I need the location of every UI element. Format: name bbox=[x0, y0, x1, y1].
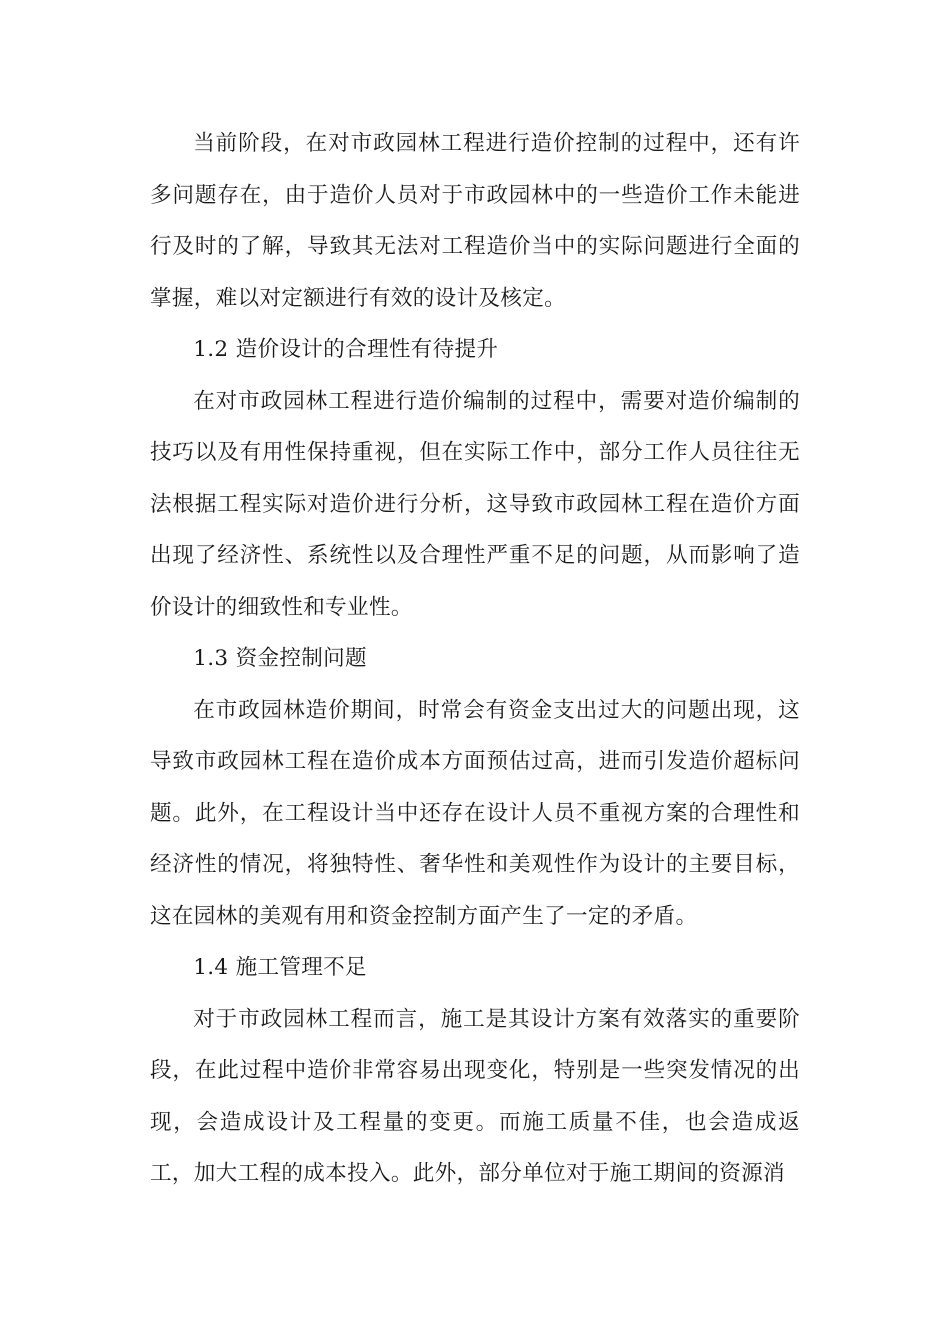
paragraph-current-issues: 当前阶段，在对市政园林工程进行造价控制的过程中，还有许多问题存在，由于造价人员对于市政园林中的一些造价工作未能进行及时的了解，导致其无法对工程造价当中的实际问题进行全面的掌握，难以对定额进行有效的设计及核定。 bbox=[150, 131, 800, 311]
section-heading-1-3: 1.3 资金控制问题 bbox=[193, 646, 367, 671]
section-heading-1-4: 1.4 施工管理不足 bbox=[193, 955, 367, 980]
paragraph-fund-control: 在市政园林造价期间，时常会有资金支出过大的问题出现，这导致市政园林工程在造价成本方面预估过高，进而引发造价超标问题。此外，在工程设计当中还存在设计人员不重视方案的合理性和经济性的情况，将独特性、奢华性和美观性作为设计的主要目标，这在园林的美观有用和资金控制方面产生了一定的矛盾。 bbox=[150, 697, 800, 929]
paragraph-construction-management: 对于市政园林工程而言，施工是其设计方案有效落实的重要阶段，在此过程中造价非常容易出现变化，特别是一些突发情况的出现，会造成设计及工程量的变更。而施工质量不佳，也会造成返工，加大工程的成本投入。此外，部分单位对于施工期间的资源消 bbox=[150, 1006, 800, 1186]
document-body bbox=[150, 118, 800, 1200]
paragraph-cost-design: 在对市政园林工程进行造价编制的过程中，需要对造价编制的技巧以及有用性保持重视，但在实际工作中，部分工作人员往往无法根据工程实际对造价进行分析，这导致市政园林工程在造价方面出现了经济性、系统性以及合理性严重不足的问题，从而影响了造价设计的细致性和专业性。 bbox=[150, 388, 800, 620]
section-heading-1-2: 1.2 造价设计的合理性有待提升 bbox=[193, 337, 499, 362]
